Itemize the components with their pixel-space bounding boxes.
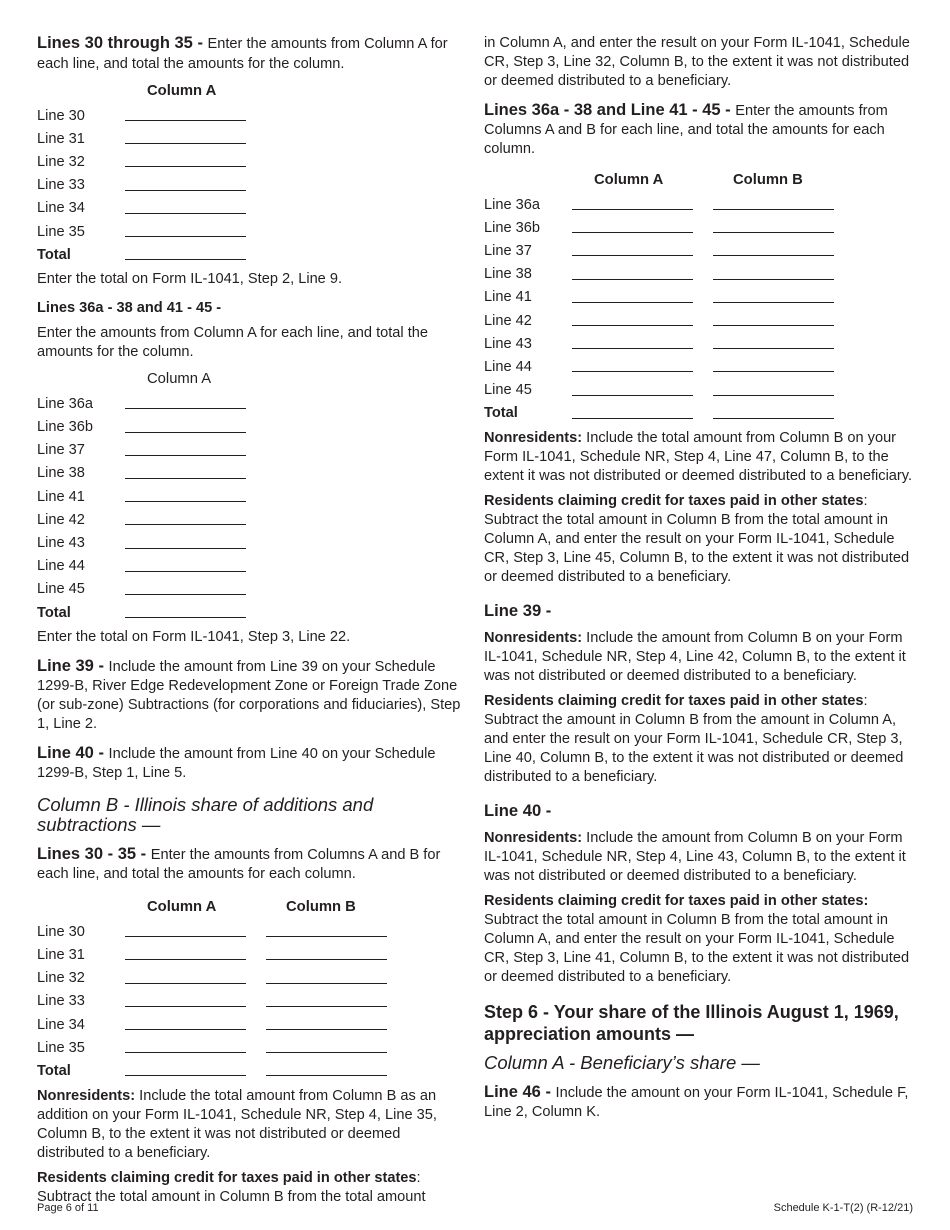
sec3-intro: Lines 30 - 35 - Enter the amounts from Columns A and B for each line, and total the amounts for each column. (37, 845, 441, 883)
table-row (37, 531, 266, 554)
entry-blank[interactable] (572, 402, 713, 425)
nonres3: Nonresidents: Include the amount from Column B on your Form IL-1041, Schedule NR, Step 4, Line 43, Column B, to the extent it was not distributed or deemed distributed to a beneficiary. (484, 829, 906, 884)
table-row (37, 601, 266, 624)
entry-blank[interactable] (125, 967, 266, 990)
blank-underline (266, 1029, 387, 1030)
blank-underline (713, 348, 834, 349)
entry-blank[interactable] (572, 239, 713, 262)
entry-blank[interactable] (125, 990, 266, 1013)
table-row (484, 263, 854, 286)
table-row (37, 555, 266, 578)
sec2-table (37, 368, 266, 624)
table-row (37, 990, 407, 1013)
entry-blank[interactable] (125, 439, 266, 462)
step6-heading: Step 6 - Your share of the Illinois August 1, 1969, appreciation amounts — (484, 1001, 899, 1044)
sec2-text: Enter the amounts from Column A for each line, and total the amounts for the column. (37, 325, 429, 361)
line-label: Line 36b (37, 419, 93, 436)
entry-blank[interactable] (572, 379, 713, 402)
right-column (484, 34, 916, 1128)
line46-para: Line 46 - Include the amount on your Form IL-1041, Schedule F, Line 2, Column K. (484, 1082, 909, 1120)
line-label: Total (37, 604, 71, 621)
blank-underline (125, 524, 246, 525)
line-label: Line 32 (37, 153, 85, 170)
table-header-spacer (37, 896, 125, 920)
blank-underline (713, 325, 834, 326)
table-row (37, 508, 266, 531)
table-header-spacer (484, 169, 572, 193)
blank-underline (125, 236, 246, 237)
sec1-table (37, 80, 266, 266)
entry-blank[interactable] (713, 263, 854, 286)
entry-blank[interactable] (266, 920, 407, 943)
table-row (37, 485, 266, 508)
table-row (37, 392, 266, 415)
entry-blank[interactable] (125, 555, 266, 578)
blank-underline (266, 936, 387, 937)
line-label: Line 34 (37, 1016, 85, 1033)
line-label: Line 35 (37, 223, 85, 240)
table-row (484, 332, 854, 355)
entry-blank[interactable] (125, 531, 266, 554)
line-label: Line 45 (37, 581, 85, 598)
table-row (484, 239, 854, 262)
blank-underline (266, 1006, 387, 1007)
blank-underline (125, 166, 246, 167)
table-row (484, 379, 854, 402)
table-row (37, 943, 407, 966)
form-id: Schedule K-1-T(2) (R-12/21) (773, 1202, 913, 1214)
left-column (37, 34, 467, 1213)
blank-underline (572, 279, 693, 280)
blank-underline (713, 209, 834, 210)
table-row (484, 286, 854, 309)
blank-underline (713, 371, 834, 372)
table-row (37, 104, 266, 127)
blank-underline (713, 279, 834, 280)
table-row (37, 1059, 407, 1082)
entry-blank[interactable] (125, 943, 266, 966)
entry-blank[interactable] (125, 416, 266, 439)
blank-underline (125, 478, 246, 479)
blank-underline (713, 302, 834, 303)
blank-underline (572, 371, 693, 372)
entry-blank[interactable] (266, 990, 407, 1013)
entry-blank[interactable] (266, 1013, 407, 1036)
line-label: Line 43 (37, 535, 85, 552)
line-label: Line 38 (484, 266, 532, 283)
table-row (37, 174, 266, 197)
blank-underline (713, 232, 834, 233)
table-row (484, 355, 854, 378)
table-row (484, 309, 854, 332)
right-line39-heading: Line 39 - (484, 600, 552, 620)
entry-blank[interactable] (125, 462, 266, 485)
entry-blank[interactable] (572, 263, 713, 286)
blank-underline (125, 455, 246, 456)
blank-underline (125, 594, 246, 595)
line-label: Line 38 (37, 465, 85, 482)
entry-blank[interactable] (125, 508, 266, 531)
column-header: Column A (147, 899, 217, 916)
right-line40-heading: Line 40 - (484, 800, 552, 820)
entry-blank[interactable] (713, 216, 854, 239)
table-row (37, 1036, 407, 1059)
blank-underline (125, 1075, 246, 1076)
table-row (484, 193, 854, 216)
line-label: Line 41 (37, 488, 85, 505)
entry-blank[interactable] (125, 920, 266, 943)
entry-blank[interactable] (125, 485, 266, 508)
entry-blank[interactable] (125, 1059, 266, 1082)
entry-blank[interactable] (572, 332, 713, 355)
blank-underline (572, 325, 693, 326)
column-header: Column A (147, 83, 217, 99)
entry-blank[interactable] (572, 286, 713, 309)
left-nonres: Nonresidents: Include the total amount from Column B as an addition on your Form IL-1041, Schedule NR, Step 4, Line 35, Column B, to the extent it was not distributed or deemed distributed to a beneficiary. (37, 1087, 437, 1161)
resid1: Residents claiming credit for taxes paid in other states: Subtract the total amount in Column B from the total amount in Column A, and enter the result on your Form IL-1041, Schedule CR, Step 3, Line 45, Column B, to the extent it was not distributed or deemed distributed to a beneficiary. (484, 492, 910, 585)
table-row (37, 920, 407, 943)
entry-blank[interactable] (266, 967, 407, 990)
right-continuation: in Column A, and enter the result on your Form IL-1041, Schedule CR, Step 3, Line 32, Column B, to the extent it was not distributed or deemed distributed to a beneficiary. (484, 35, 910, 89)
line-label: Line 45 (484, 382, 532, 399)
blank-underline (266, 983, 387, 984)
line-label: Line 35 (37, 1039, 85, 1056)
sec4-table (484, 169, 854, 425)
sec4-intro: Lines 36a - 38 and Line 41 - 45 - Enter the amounts from Columns A and B for each line, and total the amounts for each column. (484, 101, 888, 157)
entry-blank[interactable] (125, 1036, 266, 1059)
line-label: Total (37, 1062, 71, 1079)
line-label: Line 32 (37, 970, 85, 987)
blank-underline (713, 255, 834, 256)
blank-underline (266, 1052, 387, 1053)
blank-underline (125, 617, 246, 618)
entry-blank[interactable] (572, 355, 713, 378)
entry-blank[interactable] (713, 286, 854, 309)
column-header: Column A (147, 371, 212, 388)
entry-blank[interactable] (125, 197, 266, 220)
colA-beneficiary-title: Column A - Beneficiary’s share — (484, 1051, 760, 1073)
nonres1: Nonresidents: Include the total amount from Column B on your Form IL-1041, Schedule NR, Step 4, Line 47, Column B, to the extent it was not distributed or deemed distributed to a beneficiary. (484, 429, 913, 484)
entry-blank[interactable] (266, 1036, 407, 1059)
entry-blank[interactable] (125, 174, 266, 197)
line-label: Line 34 (37, 200, 85, 217)
column-header: Column A (594, 172, 664, 188)
line-label: Line 44 (484, 358, 532, 375)
line39-para: Line 39 - Include the amount from Line 39 on your Schedule 1299-B, River Edge Redevelopment Zone or Foreign Trade Zone (or sub-zone) Subtractions (for corporations and fiduciaries), Step 1, Line 2. (37, 657, 461, 733)
table-row (484, 402, 854, 425)
entry-blank[interactable] (125, 1013, 266, 1036)
blank-underline (125, 190, 246, 191)
line-label: Line 36b (484, 219, 540, 236)
resid3: Residents claiming credit for taxes paid in other states: Subtract the total amount in Column B from the total amount in Column A, and enter the result on your Form IL-1041, Schedule CR, Step 3, Line 41, Column B, to the extent it was not distributed or deemed distributed to a beneficiary. (484, 892, 910, 985)
table-header-spacer (37, 368, 125, 392)
table-row (37, 197, 266, 220)
blank-underline (572, 418, 693, 419)
blank-underline (125, 936, 246, 937)
entry-blank[interactable] (125, 601, 266, 624)
entry-blank[interactable] (125, 392, 266, 415)
line-label: Line 36a (37, 395, 93, 412)
table-row (37, 439, 266, 462)
line-label: Line 37 (37, 442, 85, 459)
entry-blank[interactable] (125, 578, 266, 601)
entry-blank[interactable] (713, 355, 854, 378)
table-row (37, 462, 266, 485)
entry-blank[interactable] (266, 943, 407, 966)
sec1-after: Enter the total on Form IL-1041, Step 2, Line 9. (37, 271, 343, 288)
entry-blank[interactable] (713, 239, 854, 262)
table-row (37, 127, 266, 150)
line-label: Total (37, 246, 71, 263)
table-row (37, 1013, 407, 1036)
sec3-table (37, 896, 407, 1082)
left-resid: Residents claiming credit for taxes paid in other states: Subtract the total amount in Column B from the total amount (37, 1169, 426, 1205)
entry-blank[interactable] (713, 193, 854, 216)
blank-underline (125, 1052, 246, 1053)
blank-underline (713, 395, 834, 396)
table-row (37, 578, 266, 601)
blank-underline (266, 959, 387, 960)
line-label: Line 30 (37, 923, 85, 940)
blank-underline (572, 348, 693, 349)
blank-underline (125, 432, 246, 433)
blank-underline (125, 408, 246, 409)
table-row (37, 150, 266, 173)
resid2: Residents claiming credit for taxes paid in other states: Subtract the amount in Column B from the amount in Column A, and enter the result on your Form IL-1041, Schedule CR, Step 3, Line 40, Column B, to the extent it was not distributed or deemed distributed to a beneficiary. (484, 692, 904, 785)
line-label: Total (484, 405, 518, 422)
line-label: Line 31 (37, 130, 85, 147)
blank-underline (125, 1029, 246, 1030)
line-label: Line 31 (37, 946, 85, 963)
line-label: Line 37 (484, 242, 532, 259)
entry-blank[interactable] (713, 379, 854, 402)
entry-blank[interactable] (572, 216, 713, 239)
table-row (484, 216, 854, 239)
blank-underline (125, 213, 246, 214)
sec2-heading: Lines 36a - 38 and 41 - 45 - (37, 300, 222, 317)
blank-underline (713, 418, 834, 419)
sec2-after: Enter the total on Form IL-1041, Step 3, Line 22. (37, 629, 351, 646)
blank-underline (125, 959, 246, 960)
blank-underline (572, 255, 693, 256)
blank-underline (125, 501, 246, 502)
blank-underline (572, 302, 693, 303)
table-row (37, 220, 266, 243)
entry-blank[interactable] (125, 243, 266, 266)
blank-underline (125, 1006, 246, 1007)
blank-underline (125, 571, 246, 572)
line-label: Line 42 (37, 511, 85, 528)
blank-underline (572, 395, 693, 396)
sec1-intro: Lines 30 through 35 - Enter the amounts from Column A for each line, and total the amounts for the column. (37, 34, 448, 72)
table-header-spacer (37, 80, 125, 104)
line-label: Line 30 (37, 107, 85, 124)
entry-blank[interactable] (125, 104, 266, 127)
entry-blank[interactable] (125, 150, 266, 173)
blank-underline (266, 1075, 387, 1076)
entry-blank[interactable] (572, 309, 713, 332)
page-number: Page 6 of 11 (37, 1202, 99, 1214)
colB-title: Column B - Illinois share of additions and subtractions — (37, 794, 374, 836)
entry-blank[interactable] (713, 402, 854, 425)
table-row (37, 416, 266, 439)
entry-blank[interactable] (266, 1059, 407, 1082)
table-row (37, 967, 407, 990)
line40-para: Line 40 - Include the amount from Line 40 on your Schedule 1299-B, Step 1, Line 5. (37, 744, 436, 782)
line-label: Line 36a (484, 196, 540, 213)
line-label: Line 33 (37, 177, 85, 194)
blank-underline (125, 259, 246, 260)
line-label: Line 43 (484, 335, 532, 352)
entry-blank[interactable] (572, 193, 713, 216)
blank-underline (125, 983, 246, 984)
table-row (37, 243, 266, 266)
entry-blank[interactable] (713, 309, 854, 332)
line-label: Line 44 (37, 558, 85, 575)
blank-underline (572, 209, 693, 210)
entry-blank[interactable] (125, 127, 266, 150)
blank-underline (125, 120, 246, 121)
column-header: Column B (286, 899, 356, 916)
entry-blank[interactable] (713, 332, 854, 355)
line-label: Line 41 (484, 289, 532, 306)
entry-blank[interactable] (125, 220, 266, 243)
blank-underline (125, 548, 246, 549)
line-label: Line 42 (484, 312, 532, 329)
column-header: Column B (733, 172, 803, 188)
blank-underline (572, 232, 693, 233)
nonres2: Nonresidents: Include the amount from Column B on your Form IL-1041, Schedule NR, Step 4, Line 42, Column B, to the extent it was not distributed or deemed distributed to a beneficiary. (484, 629, 906, 684)
line-label: Line 33 (37, 993, 85, 1010)
blank-underline (125, 143, 246, 144)
